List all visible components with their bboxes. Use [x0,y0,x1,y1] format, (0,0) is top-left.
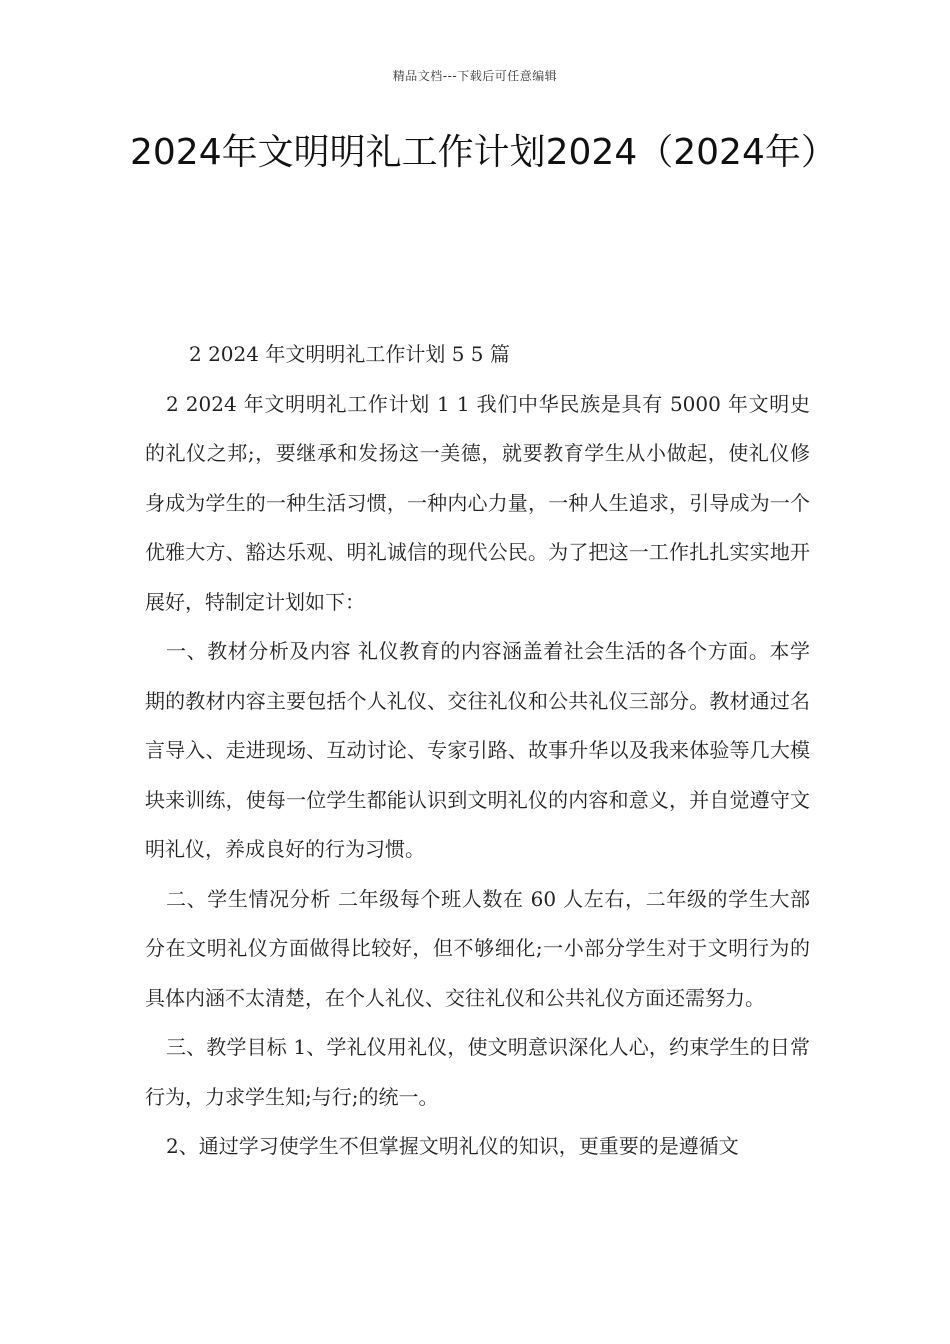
paragraph-intro: 2 2024 年文明明礼工作计划 1 1 我们中华民族是具有 5000 年文明史的礼仪之邦;，要继承和发扬这一美德，就要教育学生从小做起，使礼仪修身成为学生的一种生活习惯，一种内心力量，一种人生追求，引导成为一个优雅大方、豁达乐观、明礼诚信的现代公民。为了把这一工作扎扎实实地开展好，特制定计划如下： [145,391,810,614]
subheading: 2 2024 年文明明礼工作计划 5 5 篇 [189,342,510,366]
paragraph-section-1: 一、教材分析及内容 礼仪教育的内容涵盖着社会生活的各个方面。本学期的教材内容主要包括个人礼仪、交往礼仪和公共礼仪三部分。教材通过名言导入、走进现场、互动讨论、专家引路、故事升华以及我来体验等几大模块来训练，使每一位学生都能认识到文明礼仪的内容和意义，并自觉遵守文明礼仪，养成良好的行为习惯。 [145,639,810,861]
header-note: 精品文档---下载后可任意编辑 [392,69,558,83]
document-body [145,330,810,1172]
paragraph-section-3: 三、教学目标 1、学礼仪用礼仪，使文明意识深化人心，约束学生的日常行为，力求学生知;与行;的统一。 [145,1035,810,1109]
paragraph-section-2: 二、学生情况分析 二年级每个班人数在 60 人左右，二年级的学生大部分在文明礼仪方面做得比较好，但不够细化;一小部分学生对于文明行为的具体内涵不太清楚，在个人礼仪、交往礼仪和公共礼仪方面还需努力。 [145,886,810,1010]
document-title: 2024年文明明礼工作计划2024（2024年） [130,132,837,173]
paragraph-section-3-item-2: 2、通过学习使学生不但掌握文明礼仪的知识，更重要的是遵循文 [166,1134,739,1158]
